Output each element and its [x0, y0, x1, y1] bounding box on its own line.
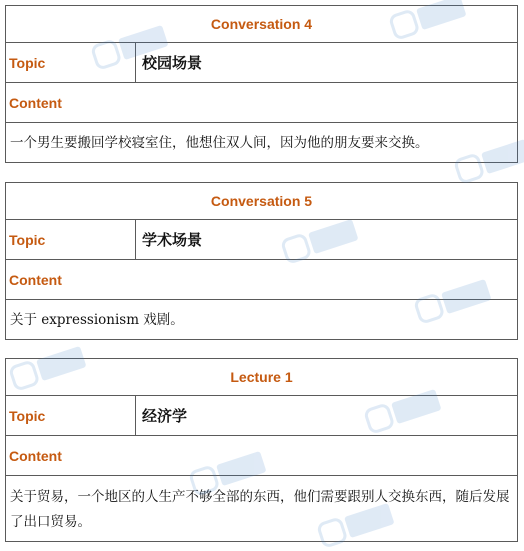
lecture-1-card [5, 358, 518, 542]
topic-label: Topic [6, 220, 136, 259]
topic-row [6, 395, 517, 435]
topic-value: 经济学 [142, 407, 188, 425]
topic-row [6, 42, 517, 82]
topic-label: Topic [6, 396, 136, 435]
card-title: Lecture 1 [230, 369, 293, 385]
content-label: Content [6, 259, 517, 299]
content-text: 一个男生要搬回学校寝室住，他想住双人间，因为他的朋友要来交换。 [6, 122, 517, 162]
conversation-5-card [5, 182, 518, 340]
topic-value: 校园场景 [142, 54, 203, 72]
topic-row [6, 219, 517, 259]
card-title: Conversation 5 [210, 193, 313, 209]
content-text: 关于贸易，一个地区的人生产不够全部的东西，他们需要跟别人交换东西，随后发展了出口贸易。 [6, 475, 517, 541]
topic-label: Topic [6, 43, 136, 82]
content-text: 关于 expressionism 戏剧。 [6, 299, 517, 339]
topic-value: 学术场景 [142, 231, 203, 249]
content-label: Content [6, 82, 517, 122]
conversation-4-card [5, 5, 518, 163]
card-title: Conversation 4 [210, 16, 313, 32]
content-label: Content [6, 435, 517, 475]
